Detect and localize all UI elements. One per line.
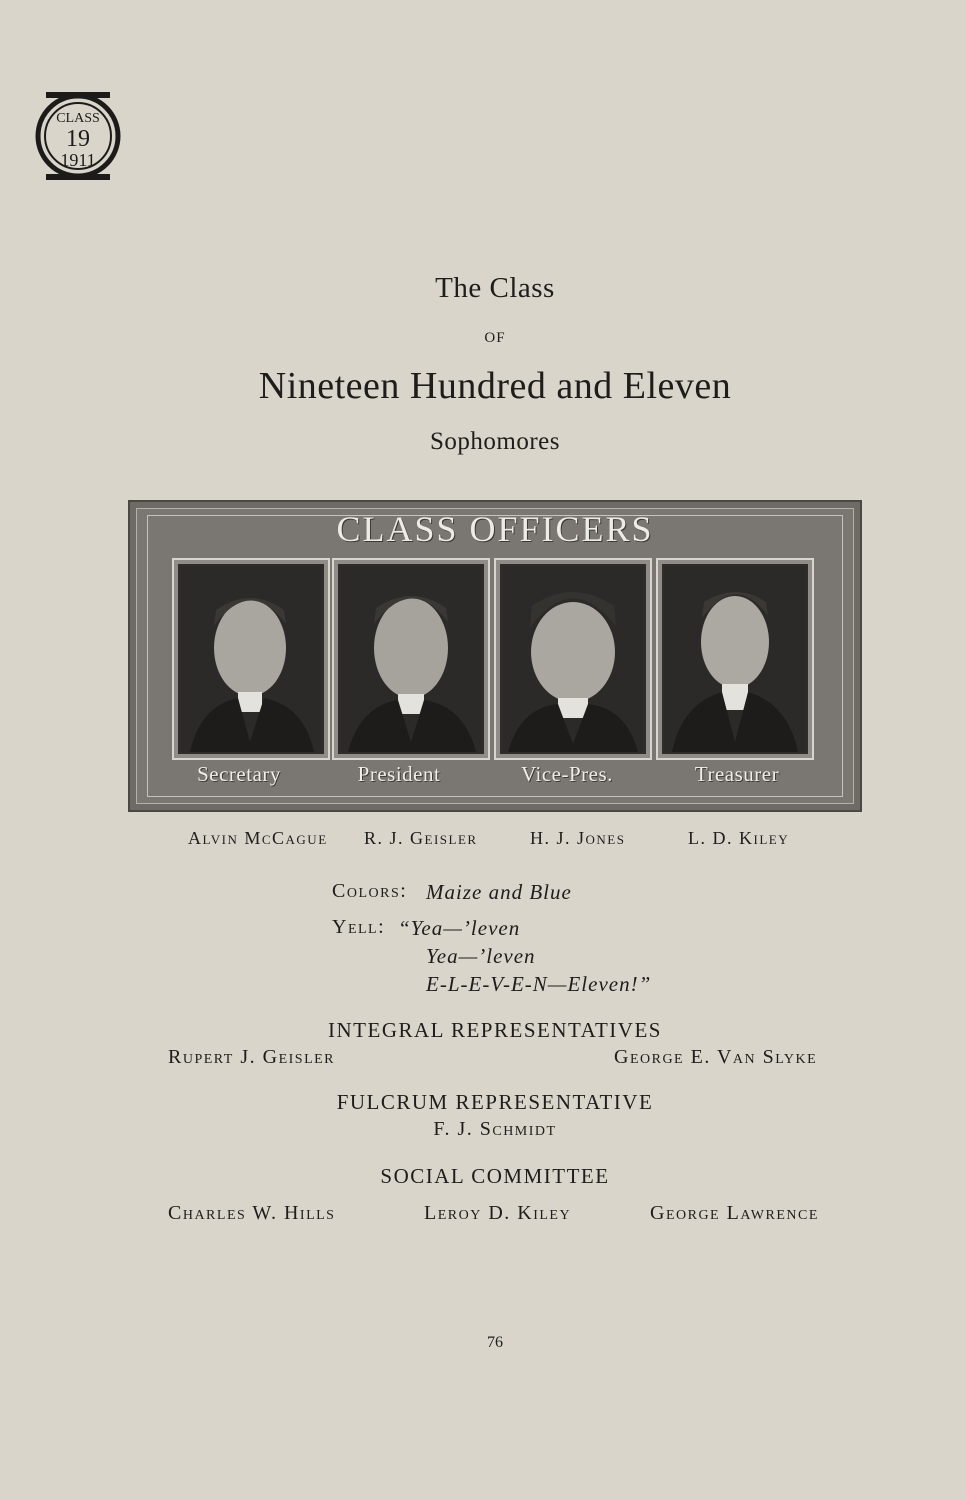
integral-representative-name: Rupert J. Geisler — [168, 1046, 336, 1068]
heading-of: OF — [484, 330, 506, 346]
colors-label: Colors: — [332, 880, 408, 902]
officer-name-treasurer: L. D. Kiley — [688, 828, 790, 848]
portrait-secretary — [172, 558, 330, 760]
officer-name-vice-president: H. J. Jones — [530, 828, 626, 848]
portrait-treasurer — [656, 558, 814, 760]
svg-text:CLASS: CLASS — [56, 111, 100, 126]
social-committee-name: Charles W. Hills — [168, 1202, 336, 1224]
class-seal-logo — [30, 88, 126, 184]
yell-line: Yea—’leven — [426, 944, 536, 968]
svg-text:1911: 1911 — [60, 150, 96, 170]
yell-line: “Yea—’leven — [398, 916, 521, 940]
integral-representatives-heading: INTEGRAL REPRESENTATIVES — [328, 1018, 662, 1042]
officer-name-secretary: Alvin McCague — [188, 828, 328, 848]
role-treasurer: Treasurer — [694, 762, 780, 786]
fulcrum-representative-heading: FULCRUM REPRESENTATIVE — [336, 1090, 654, 1114]
social-committee-heading: SOCIAL COMMITTEE — [380, 1164, 610, 1188]
officer-name-president: R. J. Geisler — [364, 828, 478, 848]
photo-title: CLASS OFFICERS — [336, 509, 654, 549]
portrait-vice-president — [494, 558, 652, 760]
portrait-president — [332, 558, 490, 760]
heading-the-class: The Class — [435, 272, 555, 304]
role-vice-president: Vice-Pres. — [521, 762, 613, 786]
yell-line: E-L-E-V-E-N—Eleven!” — [426, 972, 652, 996]
role-secretary: Secretary — [197, 762, 281, 786]
social-committee-name: Leroy D. Kiley — [424, 1202, 572, 1224]
svg-text:19: 19 — [66, 126, 90, 152]
yell-label: Yell: — [332, 916, 386, 938]
page-number: 76 — [487, 1334, 503, 1351]
fulcrum-representative-name: F. J. Schmidt — [433, 1118, 557, 1140]
integral-representative-name: George E. Van Slyke — [614, 1046, 818, 1068]
colors-value: Maize and Blue — [426, 880, 572, 904]
social-committee-name: George Lawrence — [650, 1202, 819, 1224]
class-officers-photo — [128, 500, 862, 812]
role-president: President — [357, 762, 441, 786]
heading-class-year: Nineteen Hundred and Eleven — [258, 365, 732, 407]
heading-sophomores: Sophomores — [430, 428, 560, 455]
